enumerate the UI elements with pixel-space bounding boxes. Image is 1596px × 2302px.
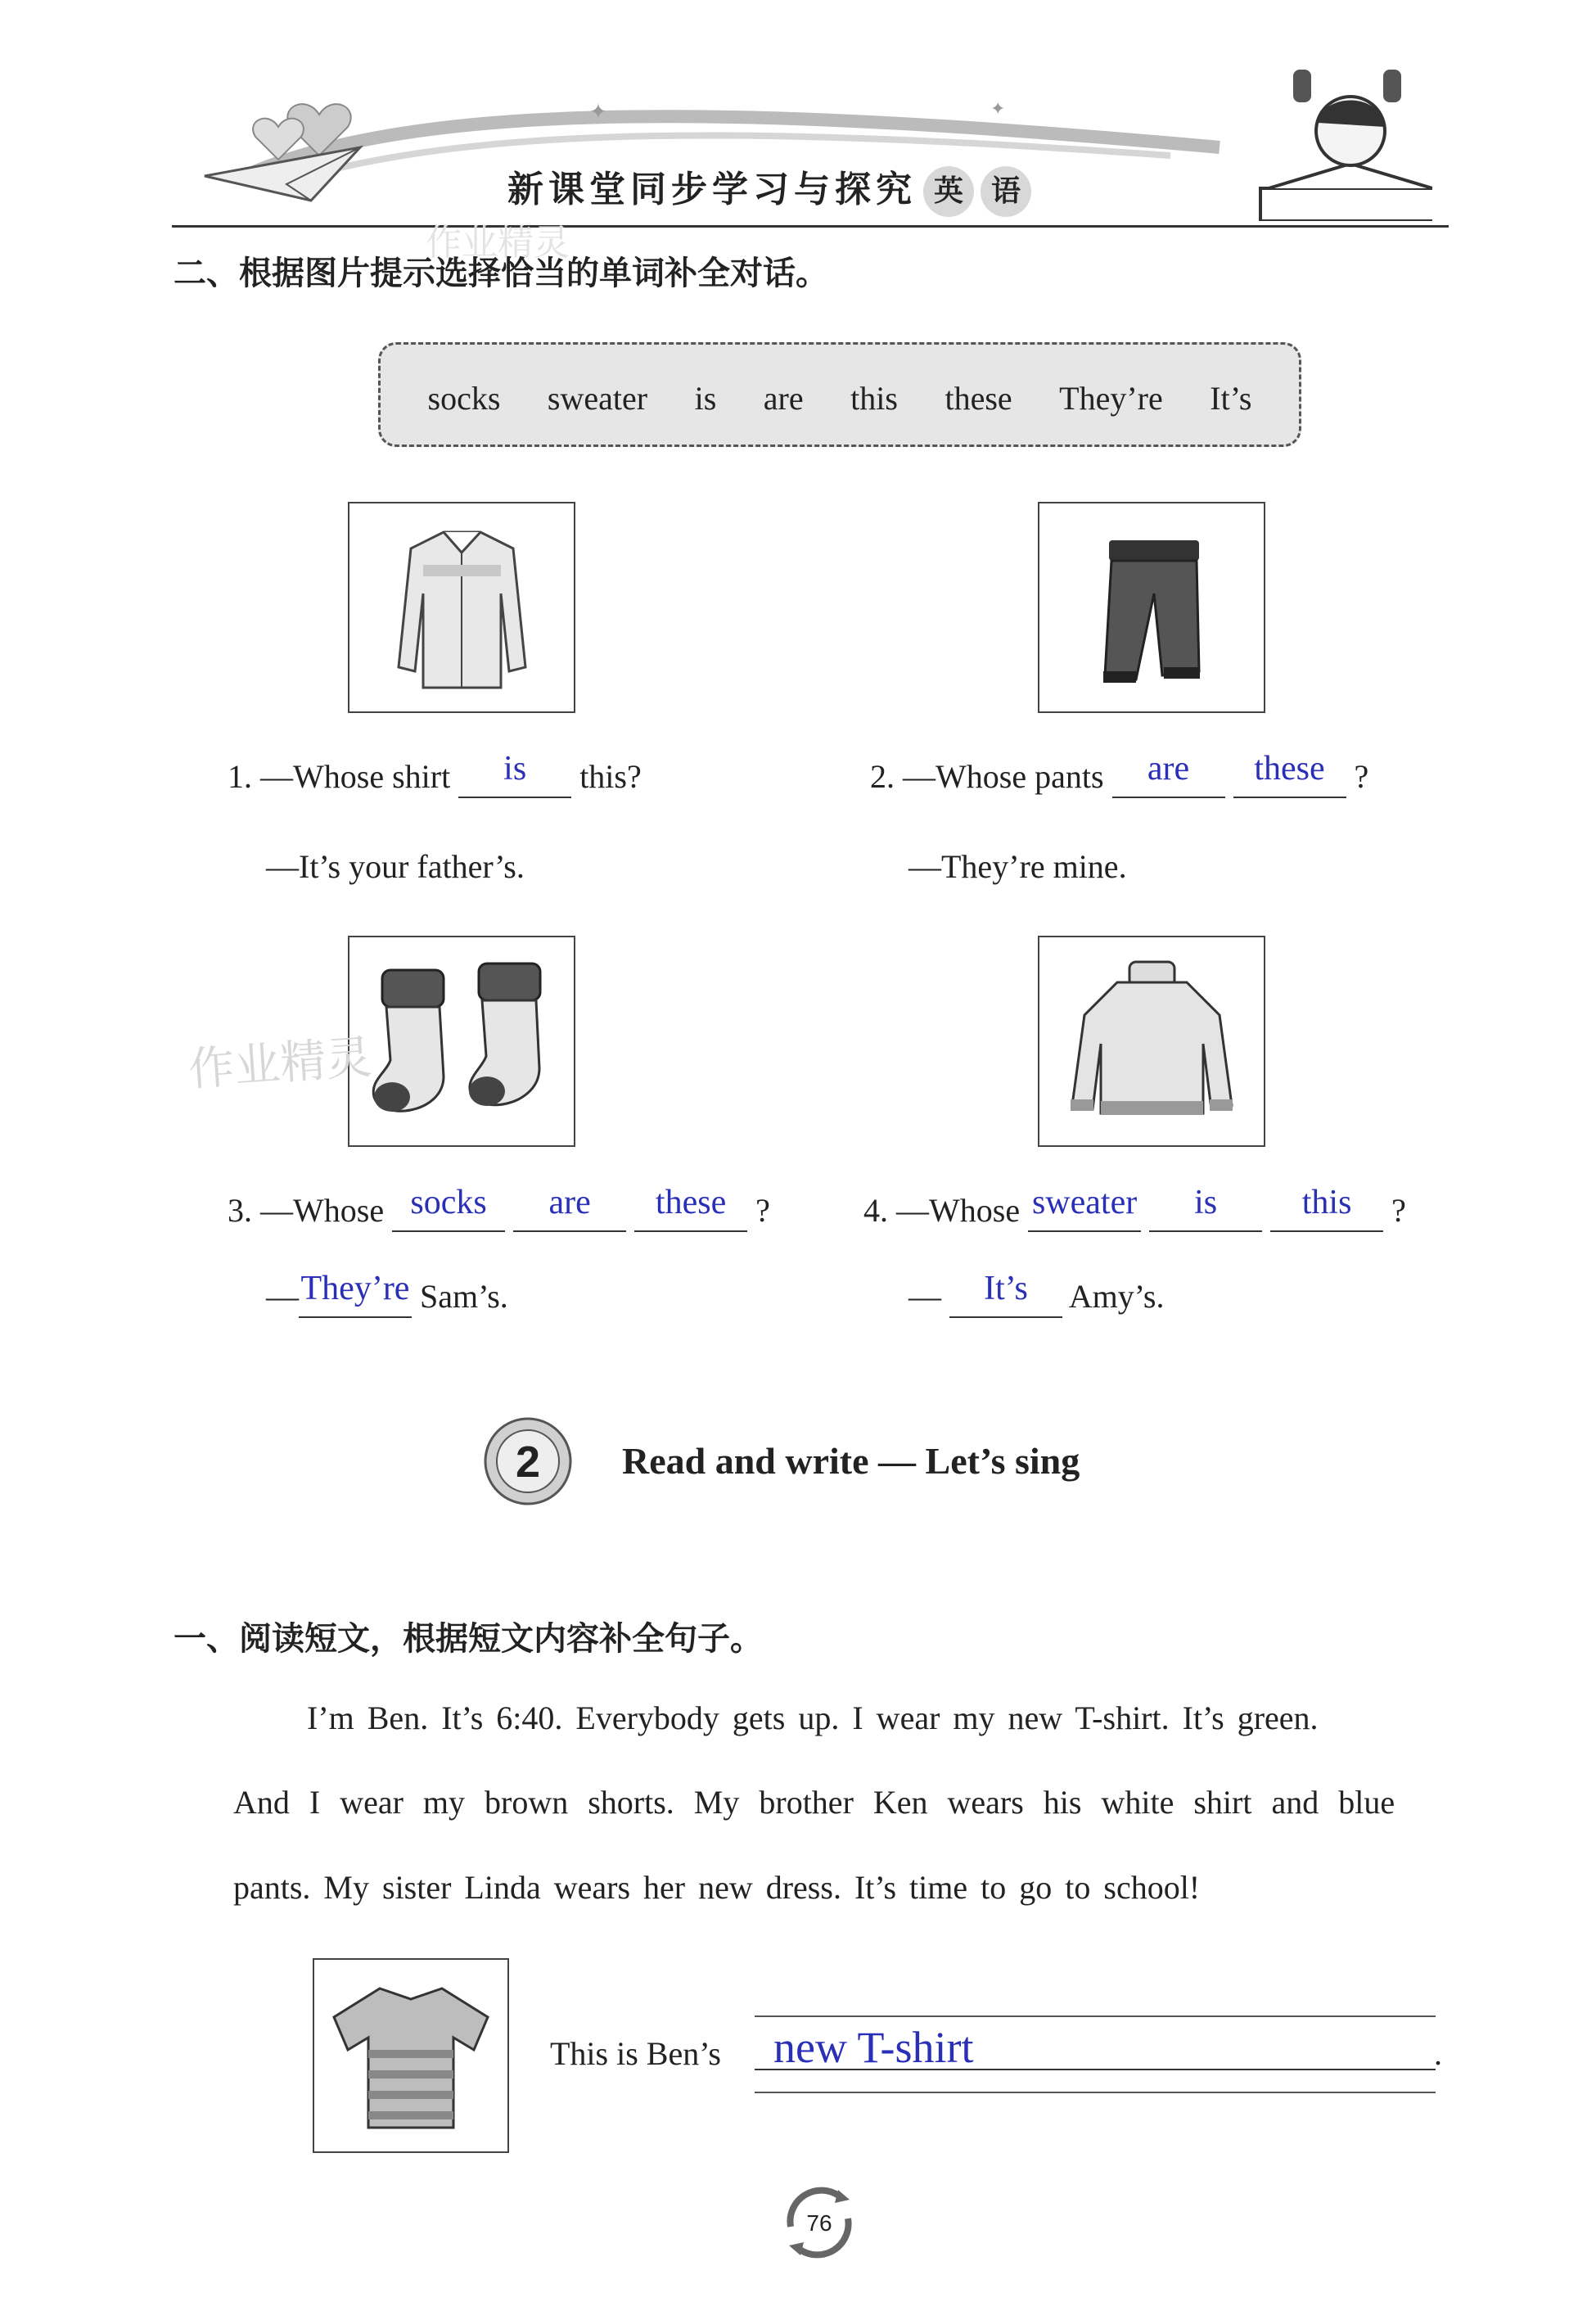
question-3 [228,1184,770,1232]
header-divider [172,225,1449,228]
page-number-text: 76 [806,2210,832,2236]
question-text: this? [579,758,642,795]
answer-blank[interactable] [1233,750,1346,798]
socks-picture [348,936,575,1147]
tshirt-icon [314,1960,507,2151]
pants-picture [1038,502,1265,713]
answer-text: is [503,750,527,788]
section-two-heading: 二、根据图片提示选择恰当的单词补全对话。 [174,255,828,292]
question-text: ? [1354,758,1369,795]
word-bank-item: these [945,380,1012,417]
answer-blank[interactable] [513,1184,626,1232]
word-bank-item: socks [427,380,501,417]
passage-line-1: I’m Ben. It’s 6:40. Everybody gets up. I wear my new T-shirt. It’s green. [307,1699,1319,1736]
answer-text: It’s [984,1270,1028,1307]
reply-dash: — [908,1278,941,1315]
item-answer: new T-shirt [773,2023,974,2072]
question-text: ? [755,1192,770,1229]
sweater-icon [1039,937,1264,1145]
unit-number: 2 [515,1438,541,1487]
question-number: 4. [863,1192,888,1229]
word-bank [378,342,1301,447]
svg-text:✦: ✦ [990,98,1006,119]
watermark: 作业精灵 [426,222,570,264]
word-bank-item: are [763,380,804,417]
reply-2: —They’re mine. [908,848,1127,885]
reply-1: —It’s your father’s. [266,848,525,885]
writing-guide-line [755,2015,1436,2017]
answer-text: these [655,1184,727,1221]
question-text: —Whose shirt [260,758,451,795]
word-bank-item: sweater [547,380,648,417]
answer-blank[interactable] [1149,1184,1262,1232]
reply-dash: — [266,1278,299,1315]
shirt-picture [348,502,575,713]
writing-guide-line [755,2092,1436,2093]
item-suffix: . [1434,2035,1442,2072]
question-number: 2. [870,758,895,795]
item-prefix: This is Ben’s [550,2035,721,2072]
question-number: 1. [228,758,252,795]
answer-blank[interactable] [458,750,571,798]
pants-icon [1039,503,1264,711]
book-series-title: 新课堂同步学习与探究 [507,169,917,210]
header-title [507,160,1031,217]
passage-line-3: pants. My sister Linda wears her new dress. It’s time to go to school! [233,1869,1201,1906]
word-bank-item: this [850,380,898,417]
reply-text: Amy’s. [1068,1278,1165,1315]
answer-text: are [1147,750,1190,788]
shirt-icon [349,503,574,711]
reply-4 [908,1270,1165,1318]
question-4 [863,1184,1406,1232]
answer-blank[interactable] [634,1184,747,1232]
question-1 [228,750,642,798]
question-2 [870,750,1369,798]
answer-blank[interactable] [1270,1184,1383,1232]
answer-blank[interactable] [392,1184,505,1232]
question-number: 3. [228,1192,252,1229]
tshirt-picture [313,1958,509,2153]
question-text: ? [1391,1192,1406,1229]
answer-blank[interactable] [1028,1184,1141,1232]
page-number [774,2182,864,2264]
answer-text: this [1301,1184,1352,1221]
subject-badge-2: 语 [981,166,1031,217]
word-bank-item: It’s [1210,380,1252,417]
answer-text: They’re [300,1270,410,1307]
subject-badge-1: 英 [923,166,974,217]
unit-title: Read and write — Let’s sing [622,1440,1080,1482]
question-text: —Whose [896,1192,1021,1229]
answer-text: sweater [1031,1184,1138,1221]
answer-blank[interactable] [949,1270,1062,1318]
answer-blank[interactable] [299,1270,412,1318]
socks-icon [349,937,574,1145]
question-text: —Whose [260,1192,385,1229]
section-one-heading: 一、阅读短文，根据短文内容补全句子。 [174,1620,763,1658]
reply-text: Sam’s. [420,1278,508,1315]
answer-text: is [1194,1184,1218,1221]
word-bank-item: They’re [1059,380,1163,417]
answer-text: socks [410,1184,487,1221]
sweater-picture [1038,936,1265,1147]
watermark: 作业精灵 [187,1031,374,1097]
answer-text: are [548,1184,591,1221]
question-text: —Whose pants [903,758,1104,795]
unit-number-badge [483,1416,573,1506]
answer-text: these [1254,750,1325,788]
passage-line-2: And I wear my brown shorts. My brother Ken wears his white shirt and blue [233,1784,1395,1821]
reply-3 [266,1270,508,1318]
svg-text:✦: ✦ [589,100,607,124]
word-bank-item: is [694,380,717,417]
answer-blank[interactable] [1112,750,1225,798]
